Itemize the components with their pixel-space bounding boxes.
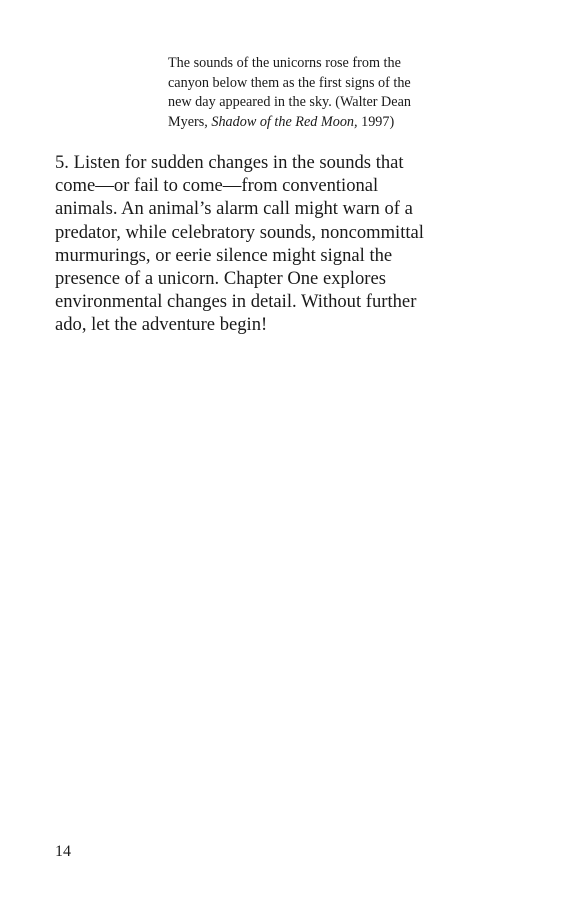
quote-citation-line [168, 113, 468, 133]
paragraph-line: animals. An animal’s alarm call might warn of a [55, 198, 413, 220]
citation-title: Shadow of the Red Moon, [211, 113, 358, 130]
block-quote [168, 54, 468, 132]
paragraph-line: ado, let the adventure begin! [55, 314, 268, 336]
citation-year: 1997) [357, 113, 395, 130]
citation-author: Myers, [168, 113, 212, 130]
paragraph-line: predator, while celebratory sounds, noncommittal [55, 221, 424, 243]
paragraph-line: environmental changes in detail. Without further [55, 291, 417, 313]
body-paragraph [55, 151, 515, 337]
paragraph-line: presence of a unicorn. Chapter One explores [55, 268, 386, 290]
quote-line: new day appeared in the sky. (Walter Dean [168, 94, 411, 111]
quote-line: The sounds of the unicorns rose from the [168, 55, 401, 71]
quote-line: canyon below them as the first signs of the [168, 74, 411, 91]
paragraph-line: murmurings, or eerie silence might signal the [55, 244, 393, 266]
paragraph-line: come—or fail to come—from conventional [55, 175, 379, 197]
page-number: 14 [55, 843, 71, 860]
paragraph-line: 5. Listen for sudden changes in the sounds that [55, 152, 404, 173]
